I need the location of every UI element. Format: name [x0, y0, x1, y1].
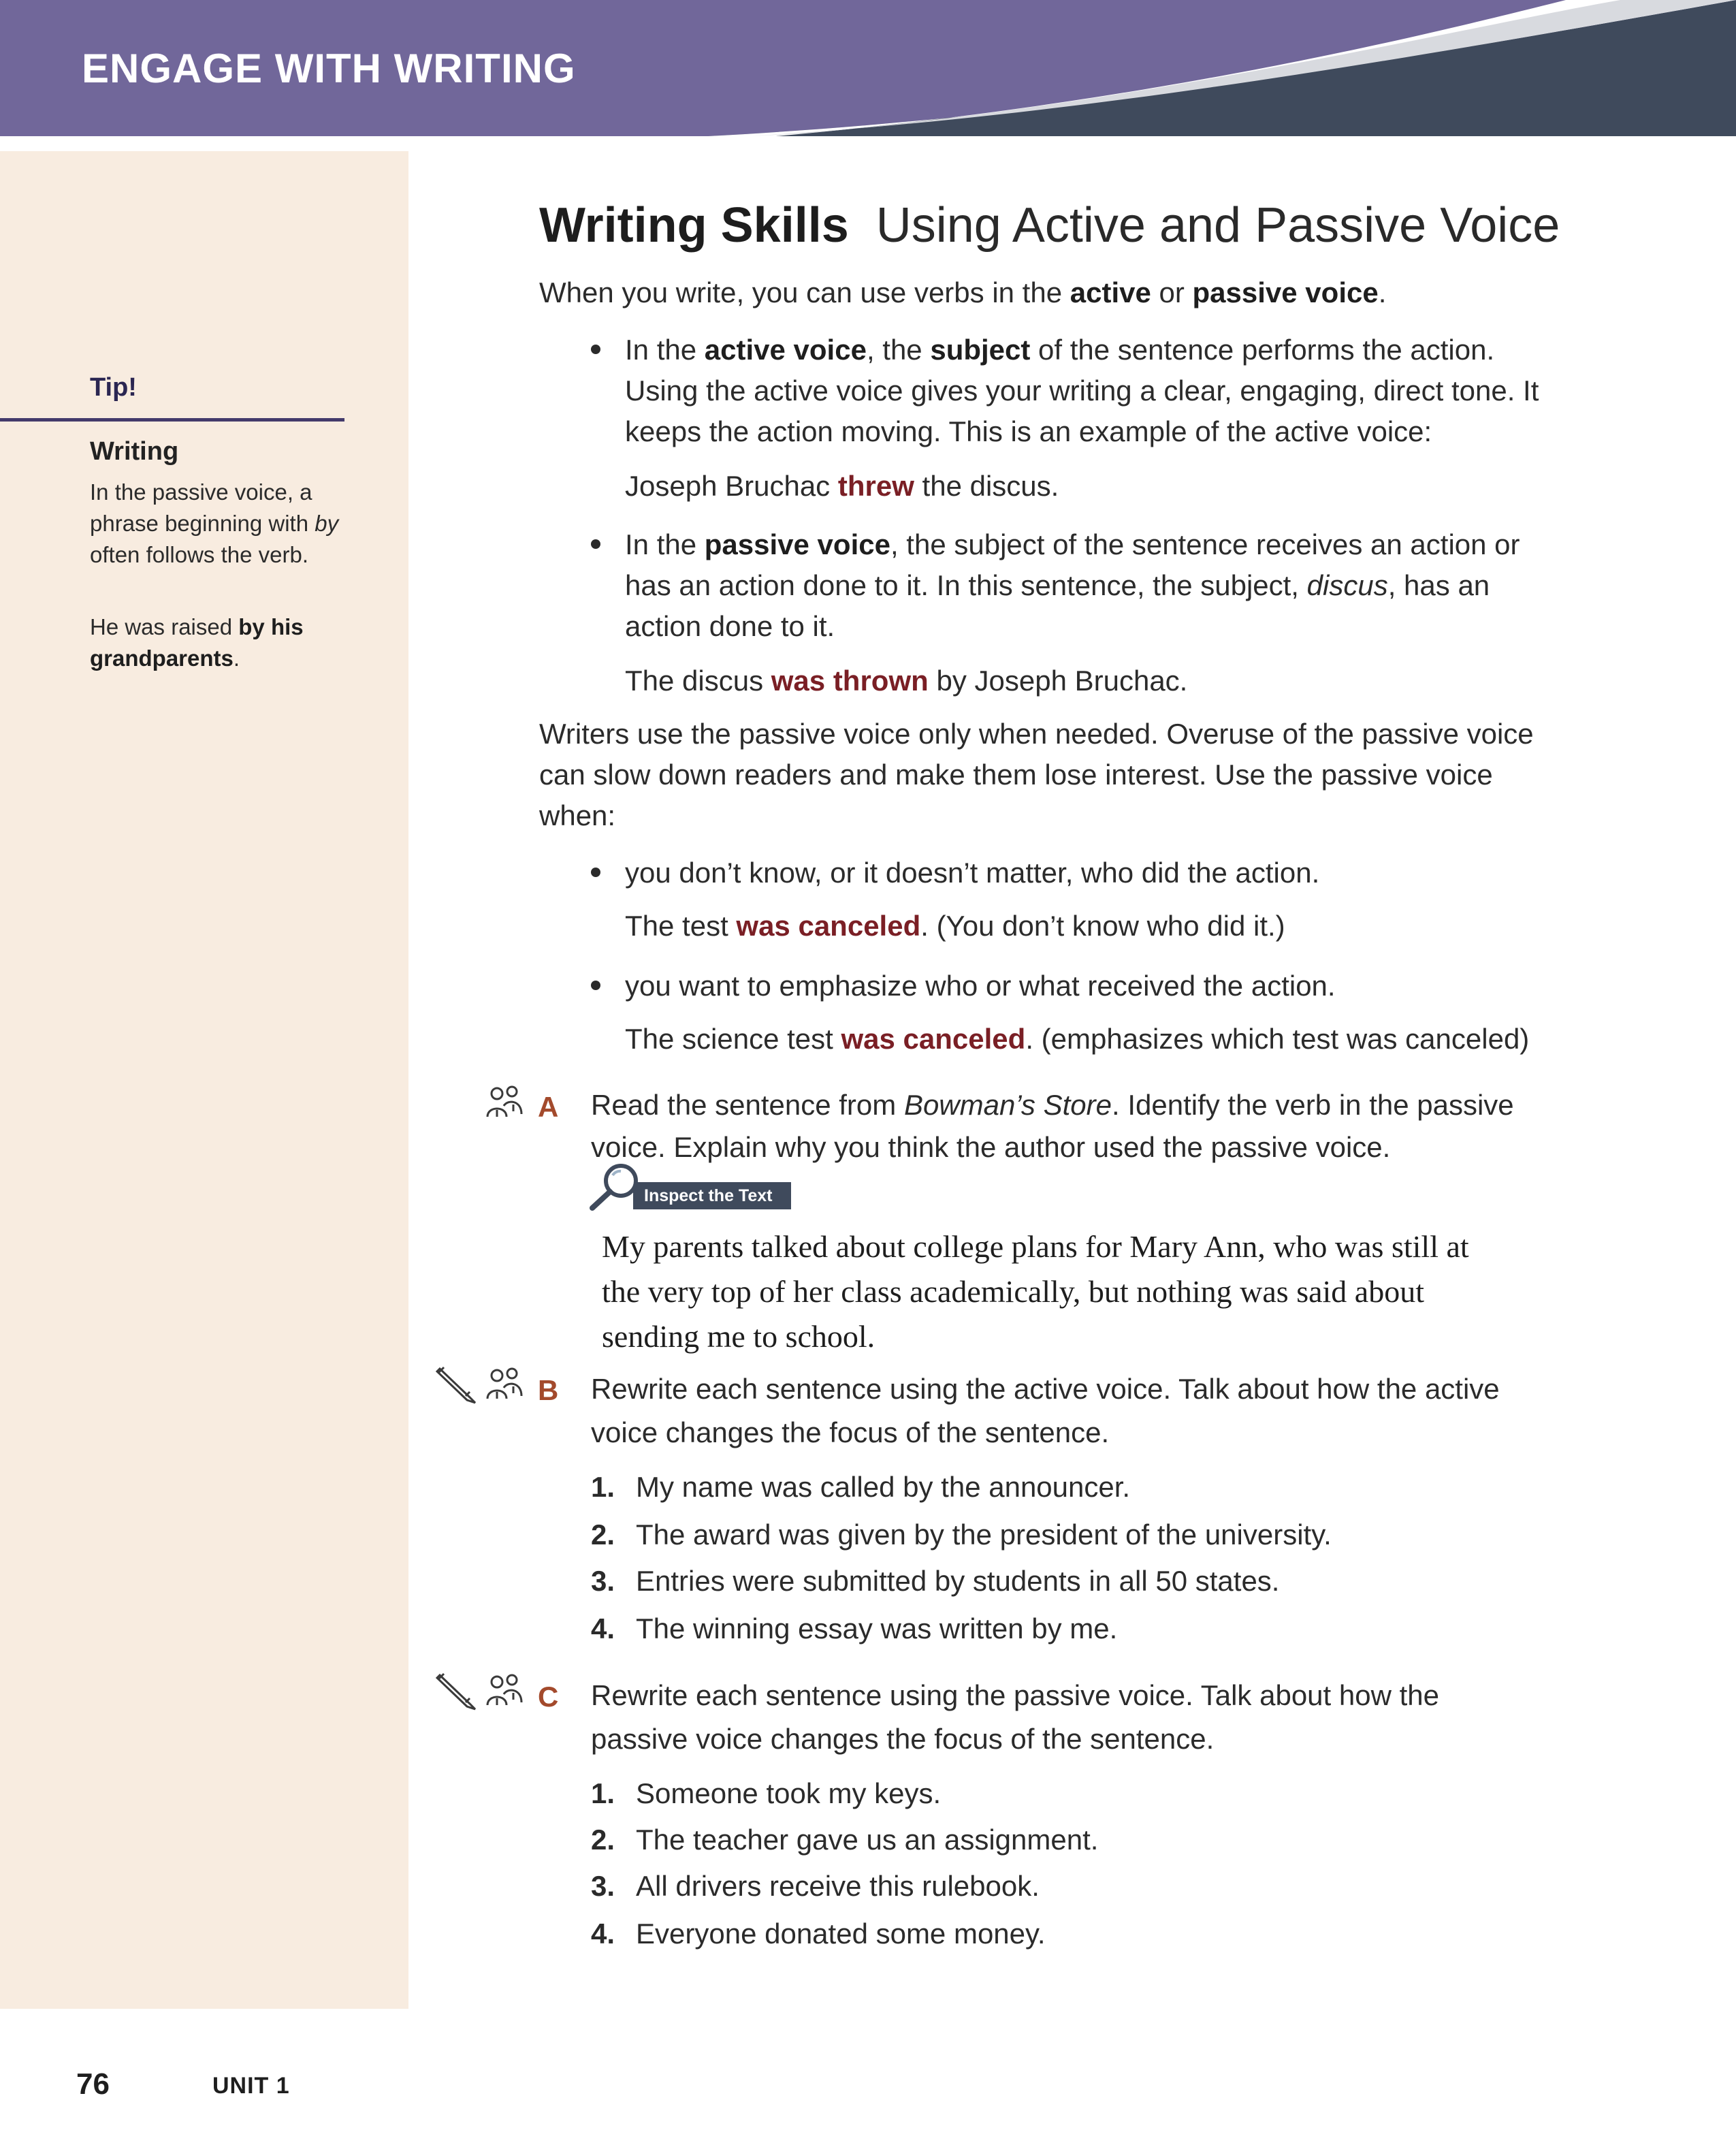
bullet-active-voice: In the active voice, the subject of the sentence performs the action. Using the active voice gives your writing a clear, engaging, direct tone. It keeps the action moving. This is an example of the active voice: — [625, 334, 1539, 447]
example-active: Joseph Bruchac threw the discus. — [625, 470, 1059, 502]
partner-icon — [485, 1674, 524, 1708]
section-title: ENGAGE WITH WRITING — [82, 46, 576, 91]
page-header — [0, 0, 1736, 150]
list-item: 3. All drivers receive this rulebook. — [591, 1870, 1040, 1902]
partner-icon — [485, 1367, 524, 1401]
list-item: 1. My name was called by the announcer. — [591, 1471, 1131, 1503]
tip-example: He was raised by his grandparents. — [90, 614, 304, 671]
sidebar-panel — [0, 151, 408, 2009]
inspect-the-text-label: Inspect the Text — [633, 1182, 791, 1209]
activity-c-letter: C — [538, 1681, 559, 1713]
bullet-dot — [591, 981, 600, 990]
list-item: 2. The award was given by the president of the university. — [591, 1519, 1332, 1551]
activity-a-instructions: Read the sentence from Bowman’s Store. Identify the verb in the passive voice. Explain why you think the author used the passive voice. — [591, 1089, 1514, 1163]
unit-label: UNIT 1 — [212, 2073, 290, 2099]
bullet-dot — [591, 868, 600, 877]
activity-b-letter: B — [538, 1374, 559, 1406]
bullet-dot — [591, 345, 600, 354]
list-item: 4. Everyone donated some money. — [591, 1918, 1046, 1950]
page-number: 76 — [76, 2067, 110, 2101]
list-item: 4. The winning essay was written by me. — [591, 1612, 1118, 1644]
list-item: 3. Entries were submitted by students in all 50 states. — [591, 1565, 1280, 1597]
bullet-unknown-actor: you don’t know, or it doesn’t matter, who did the action. — [625, 857, 1320, 889]
example-science-test: The science test was canceled. (emphasizes which test was canceled) — [625, 1023, 1530, 1055]
excerpt-quote: My parents talked about college plans for Mary Ann, who was still at the very top of her class academically, but nothing was said about sending me to school. — [602, 1229, 1469, 1354]
pencil-icon — [436, 1365, 479, 1404]
bullet-passive-voice: In the passive voice, the subject of the sentence receives an action or has an action done to it. In this sentence, the subject, discus, has an action done to it. — [625, 528, 1520, 642]
activity-a-letter: A — [538, 1091, 559, 1123]
list-item: 2. The teacher gave us an assignment. — [591, 1824, 1099, 1856]
example-passive: The discus was thrown by Joseph Bruchac. — [625, 665, 1188, 697]
pencil-icon — [436, 1671, 479, 1711]
bullet-emphasize-receiver: you want to emphasize who or what received the action. — [625, 970, 1336, 1002]
magnifier-icon — [590, 1162, 644, 1212]
tip-divider — [0, 418, 344, 422]
page-title: Writing Skills Using Active and Passive Voice — [539, 198, 1560, 253]
passive-usage-paragraph: Writers use the passive voice only when needed. Overuse of the passive voice can slow down readers and make them lose interest. Use the passive voice when: — [539, 718, 1534, 831]
example-canceled: The test was canceled. (You don’t know who did it.) — [625, 910, 1285, 942]
tip-body: In the passive voice, a phrase beginning with by often follows the verb. — [90, 479, 339, 567]
intro-paragraph: When you write, you can use verbs in the active or passive voice. — [539, 276, 1387, 308]
tip-heading: Tip! — [90, 373, 137, 402]
tip-title: Writing — [90, 437, 179, 466]
partner-icon — [485, 1085, 524, 1119]
activity-c-instructions: Rewrite each sentence using the passive voice. Talk about how the passive voice changes the focus of the sentence. — [591, 1679, 1439, 1755]
list-item: 1. Someone took my keys. — [591, 1777, 942, 1809]
activity-b-instructions: Rewrite each sentence using the active voice. Talk about how the active voice changes the focus of the sentence. — [591, 1373, 1500, 1448]
bullet-dot — [591, 539, 600, 549]
